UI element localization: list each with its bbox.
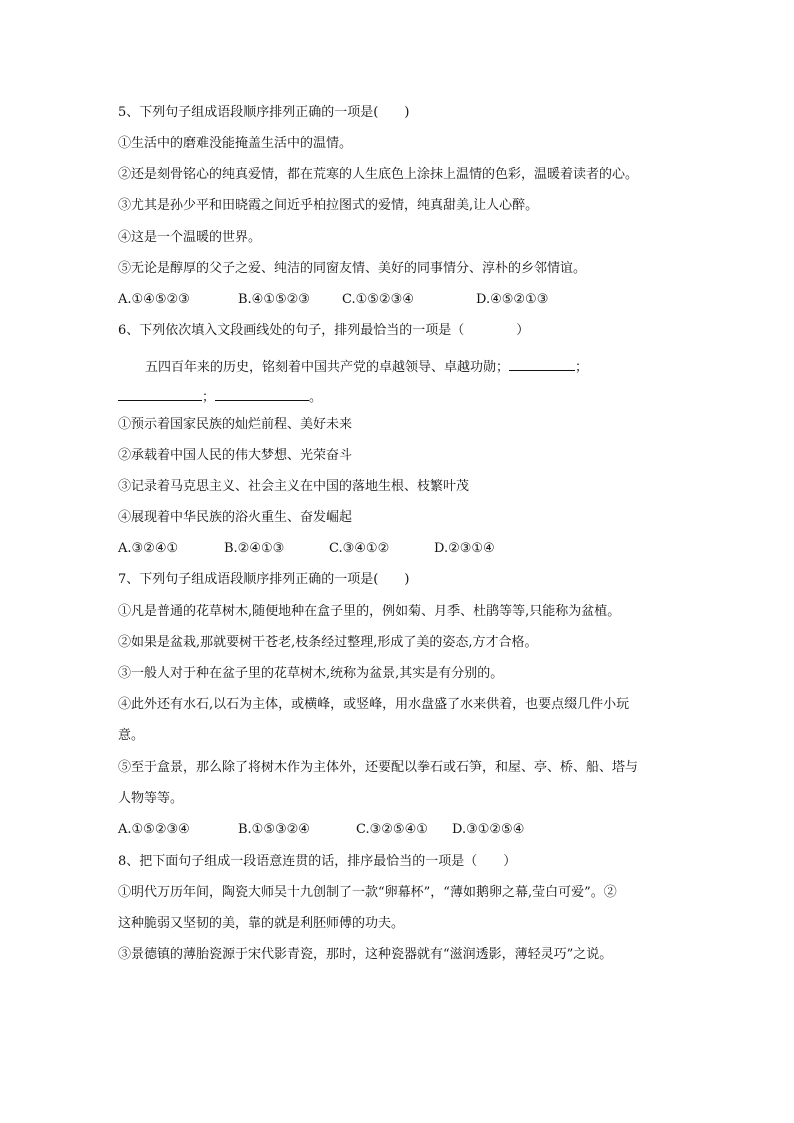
q6-passage-text: 五四百年来的历史，铭刻着中国共产党的卓越领导、卓越功勋；: [145, 360, 510, 375]
q5-option-a: A.①④⑤②③: [118, 292, 190, 307]
q6-passage-line-2: [118, 386, 322, 407]
q5-item-3: ③尤其是孙少平和田晓霞之间近乎柏拉图式的爱情，纯真甜美,让人心醉。: [118, 198, 539, 213]
q7-option-c: C.③②⑤④①: [356, 822, 428, 837]
q6-option-b: B.②④①③: [224, 541, 285, 556]
q7-item-2: ②如果是盆栽,那就要树干苍老,枝条经过整理,形成了美的姿态,方才合格。: [118, 635, 538, 650]
q6-separator-2: ；: [202, 390, 216, 405]
q7-option-a: A.①⑤②③④: [118, 822, 190, 837]
q7-item-5-line-1: ⑤至于盒景，那么除了将树木作为主体外，还要配以拳石或石笋，和屋、亭、桥、船、塔与: [118, 760, 639, 775]
q6-item-3: ③记录着马克思主义、社会主义在中国的落地生根、枝繁叶茂: [118, 479, 470, 494]
q6-option-a: A.③②④①: [118, 541, 179, 556]
q6-item-4: ④展现着中华民族的浴火重生、奋发崛起: [118, 510, 353, 525]
q6-separator-1: ；: [575, 360, 589, 375]
q5-option-b: B.④①⑤②③: [238, 292, 310, 307]
q5-item-1: ①生活中的磨难没能掩盖生活中的温情。: [118, 136, 353, 151]
q5-item-4: ④这是一个温暖的世界。: [118, 230, 262, 245]
fill-blank-2: [118, 386, 202, 401]
q5-option-d: D.④⑤②①③: [476, 292, 549, 307]
q8-item-1-line-1: ①明代万历年间，陶瓷大师吴十九创制了一款“卵幕杯”，“薄如鹅卵之幕,莹白可爱”。②: [118, 885, 617, 900]
q6-item-2: ②承载着中国人民的伟大梦想、光荣奋斗: [118, 448, 353, 463]
question-8-title: 8、把下面句子组成一段语意连贯的话，排序最恰当的一项是（ ）: [118, 854, 517, 869]
q7-option-b: B.①⑤③②④: [238, 822, 310, 837]
q5-option-c: C.①⑤②③④: [342, 292, 414, 307]
q8-item-3: ③景德镇的薄胎瓷源于宋代影青瓷，那时，这种瓷器就有“滋润透影，薄轻灵巧”之说。: [118, 947, 613, 962]
question-7-title: 7、下列句子组成语段顺序排列正确的一项是( ): [118, 572, 410, 587]
q6-option-d: D.②③①④: [434, 541, 495, 556]
question-6-title: 6、下列依次填入文段画线处的句子，排列最恰当的一项是（ ）: [118, 323, 530, 338]
q5-item-5: ⑤无论是醇厚的父子之爱、纯洁的同窗友情、美好的同事情分、淳朴的乡邻情谊。: [118, 261, 587, 276]
q5-item-2: ②还是刻骨铭心的纯真爱情，都在荒寒的人生底色上涂抹上温情的色彩，温暖着读者的心。: [118, 167, 639, 182]
q8-item-1-line-2: 这种脆弱又坚韧的美，靠的就是利胚师傅的功夫。: [118, 916, 405, 931]
q7-option-d: D.③①②⑤④: [452, 822, 525, 837]
question-5-title: 5、下列句子组成语段顺序排列正确的一项是( ): [118, 105, 410, 120]
q7-item-4-line-1: ④此外还有水石,以石为主体，或横峰，或竖峰，用水盘盛了水来供着，也要点缀几件小玩: [118, 697, 630, 712]
q7-item-5-line-2: 人物等等。: [118, 791, 184, 806]
q6-end-mark: 。: [309, 390, 323, 405]
q7-item-3: ③一般人对于种在盆子里的花草树木,统称为盆景,其实是有分别的。: [118, 666, 504, 681]
fill-blank-1: [509, 356, 575, 371]
q7-item-4-line-2: 意。: [118, 728, 145, 743]
q6-option-c: C.③④①②: [329, 541, 390, 556]
fill-blank-3: [215, 386, 309, 401]
q7-item-1: ①凡是普通的花草树木,随便地种在盒子里的，例如菊、月季、杜鹃等等,只能称为盆植。: [118, 604, 621, 619]
q6-passage-line-1: [145, 356, 588, 377]
q6-item-1: ①预示着国家民族的灿烂前程、美好未来: [118, 417, 353, 432]
